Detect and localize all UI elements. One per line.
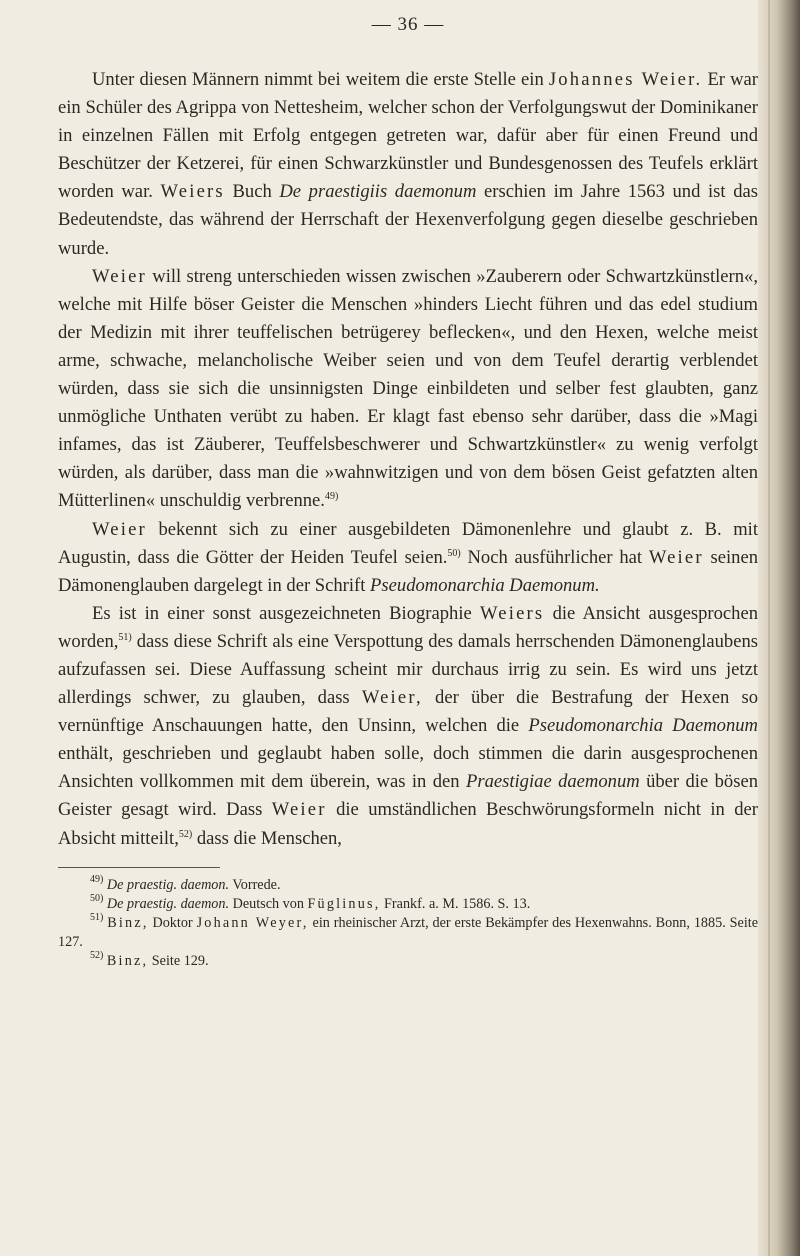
page-edge-line	[768, 0, 770, 1256]
text-run: ein rheinischer Arzt, der erste Bekämpfer des Hexenwahns. Bonn, 1885. Seite 127.	[58, 914, 758, 950]
footnote-52	[58, 949, 758, 971]
italic-title: De praestig. daemon.	[106, 876, 230, 893]
footnote-ref: 51)	[90, 911, 104, 923]
footnote-51	[58, 911, 758, 952]
text-run: bekennt sich zu einer ausgebildeten Dämonenlehre und glaubt z. B. mit Augustin, dass die Götter der Heiden Teufel seien.	[58, 518, 758, 568]
text-run: erschien im Jahre 1563 und ist das Bedeutendste, das während der Herrschaft der Hexenverfolgung gegen dieselbe geschrieben wurde.	[58, 181, 758, 259]
text-run: die Ansicht ausgesprochen worden,	[58, 602, 758, 652]
spaced-name: Binz,	[107, 914, 149, 931]
text-run: dass diese Schrift als eine Verspottung des damals herrschenden Dämonenglaubens aufzufassen sei. Diese Auffassung scheint mir durchaus irrig zu sein. Es wird uns jetzt allerdings schwer, zu glauben, dass	[58, 630, 758, 709]
text-run: Unter diesen Männern nimmt bei weitem die erste Stelle ein	[92, 69, 549, 90]
spaced-name: Weier	[92, 518, 147, 540]
text-run: dass die Menschen,	[192, 827, 342, 849]
spaced-name: Füglinus,	[307, 895, 381, 912]
spaced-name: Johann Weyer,	[196, 914, 309, 931]
text-run: Vorrede.	[229, 876, 281, 893]
italic-title: Praestigiae daemonum	[465, 771, 640, 793]
spaced-name: Weiers	[479, 602, 545, 624]
text-run: Es ist in einer sonst ausgezeichneten Biographie	[92, 602, 480, 624]
body-text	[58, 66, 758, 853]
text-run: die umständlichen Beschwörungsformeln nicht in der Absicht mitteilt,	[58, 799, 758, 849]
footnote-ref: 51)	[118, 631, 132, 643]
spaced-name: Binz,	[106, 952, 149, 969]
footnote-ref: 52)	[178, 828, 193, 840]
text-run: Buch	[224, 181, 280, 203]
text-run: Frankf. a. M. 1586. S. 13.	[380, 895, 531, 912]
italic-title: Pseudomonarchia Daemonum	[528, 715, 758, 737]
text-run: Doktor	[148, 914, 197, 931]
text-run: enthält, geschrieben und geglaubt haben solle, doch stimmen die darin ausgesprochenen Ansichten vollkommen mit dem überein, was in den	[58, 743, 758, 793]
footnotes	[58, 873, 758, 971]
footnote-50	[58, 892, 758, 914]
text-run: Seite 129.	[148, 952, 209, 969]
paragraph-1	[58, 66, 758, 263]
paragraph-3	[58, 516, 758, 600]
text-run: Noch ausführlicher hat	[460, 546, 649, 568]
spaced-name: Weier	[271, 799, 327, 821]
footnote-ref: 49)	[90, 873, 104, 885]
text-run: Deutsch von	[229, 895, 308, 912]
italic-title: De praestigiis daemonum	[279, 181, 477, 203]
text-run: Er war ein Schüler des Agrippa von Nettesheim, welcher schon der Verfolgungswut der Dominikaner in einzelnen Fällen mit Erfolg entgegen getreten war, dafür aber für einen Freund und Beschützer der Ketzerei, für einen Schwarzkünstler und Bundesgenossen des Teufels erklärt worden war.	[58, 69, 758, 203]
paragraph-4	[58, 600, 758, 853]
italic-title: De praestig. daemon.	[106, 895, 230, 912]
page-number: — 36 —	[371, 14, 445, 35]
footnote-ref: 50)	[90, 892, 104, 904]
text-run: seinen Dämonenglauben dargelegt in der Schrift	[58, 546, 758, 596]
footnote-ref: 49)	[324, 491, 339, 503]
spaced-name: Weiers	[160, 181, 225, 203]
footnote-49	[58, 873, 758, 895]
footnote-ref: 50)	[447, 547, 461, 559]
footnote-divider	[58, 867, 220, 868]
book-page	[58, 14, 758, 971]
paragraph-2	[58, 263, 758, 516]
spaced-name: Weier	[648, 546, 704, 568]
spaced-name: Weier	[92, 265, 147, 287]
text-run: will streng unterschieden wissen zwischen »Zauberern oder Schwartzkünstlern«, welche mit Hilfe böser Geister die Menschen »hinders Liecht führen und das edel studium der Medizin mit ihrer teuffelischen betrügerey beflecken«, und den Hexen, welche meist arme, schwache, melancholische Weiber seien und von dem Teufel derartig verblendet würden, dass sie sich die unsinnigsten Dinge einbildeten und selber fest glaubten, ganz unmögliche Unthaten verübt zu haben. Er klagt fast ebenso sehr darüber, dass die »Magi infames, das ist Zäuberer, Teuffelsbeschwerer und Schwartzkünstler« zu wenig verfolgt würden, als darüber, dass man die »wahnwitzigen und von dem bösen Geist gefatzten alten Mütterlinen« unschuldig verbrenne.	[58, 265, 758, 512]
text-run: der über die Bestrafung der Hexen so vernünftige Anschauungen hatte, den Unsinn, welchen die	[58, 687, 758, 737]
spaced-name: Weier,	[361, 687, 423, 709]
italic-title: Pseudomonarchia Daemonum.	[370, 574, 600, 596]
footnote-ref: 52)	[90, 949, 104, 961]
page-edge-shadow	[758, 0, 800, 1256]
spaced-name: Johannes Weier.	[548, 69, 703, 90]
text-run: über die bösen Geister gesagt wird. Dass	[58, 771, 758, 821]
